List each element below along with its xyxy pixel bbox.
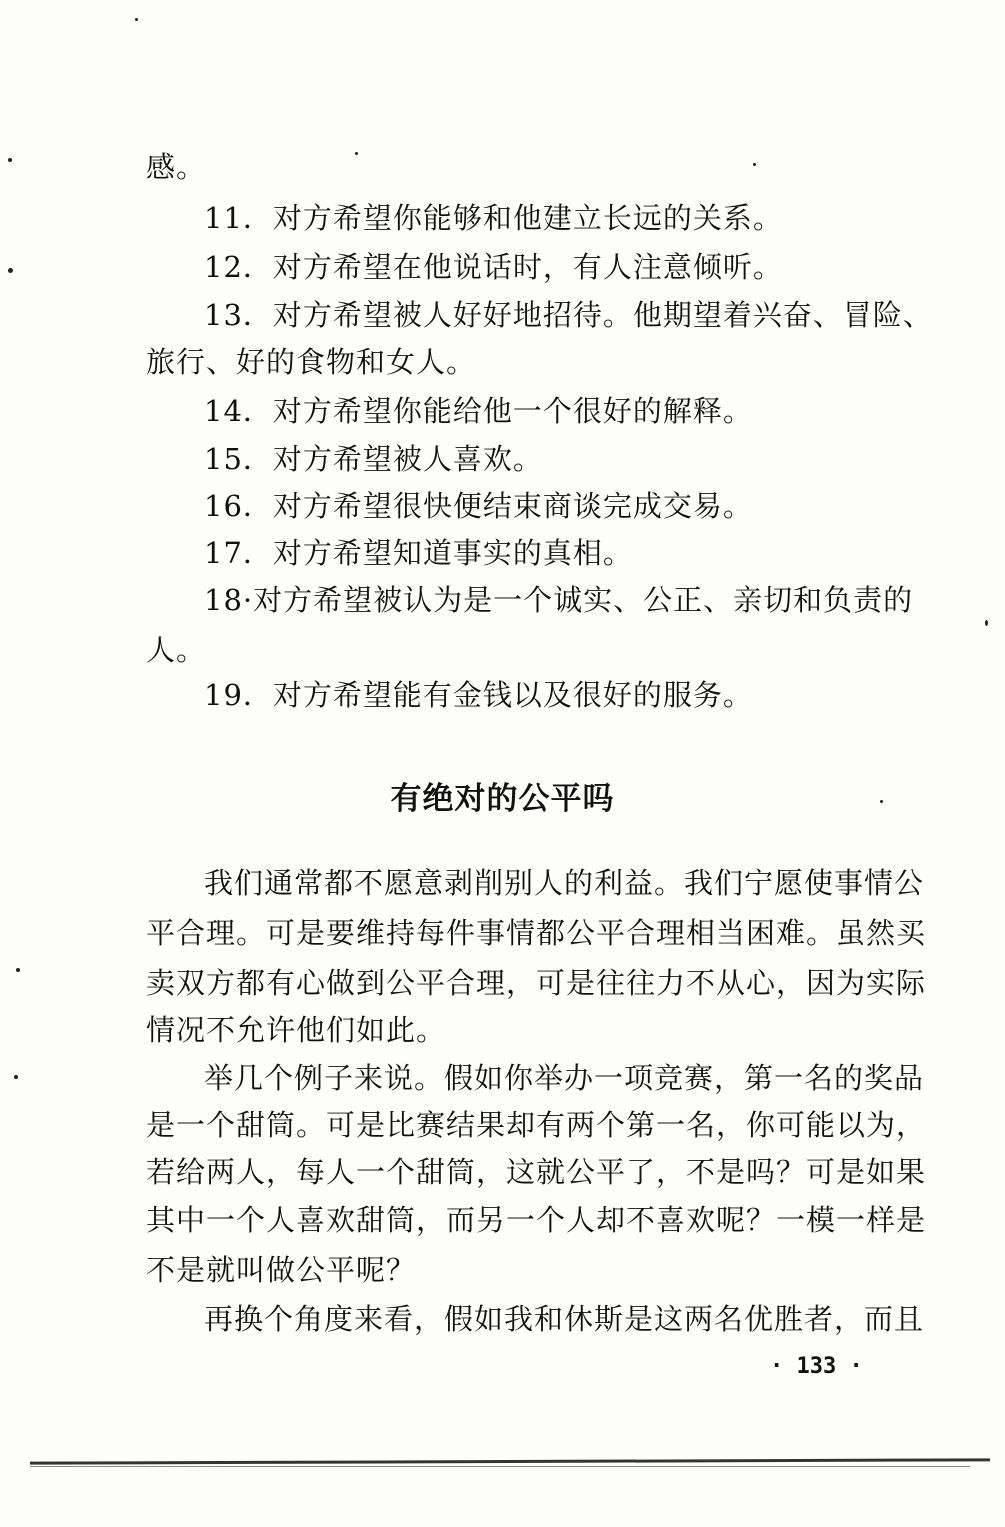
paragraph-line: 我们通常都不愿意剥削别人的利益。我们宁愿使事情公: [204, 866, 925, 900]
paragraph-line: 再换个角度来看，假如我和休斯是这两名优胜者，而且: [204, 1302, 925, 1336]
paragraph-line: 其中一个人喜欢甜筒，而另一个人却不喜欢呢？一模一样是: [146, 1203, 927, 1237]
paragraph-line: 若给两人，每人一个甜筒，这就公平了，不是吗？可是如果: [146, 1155, 927, 1189]
scan-speck: [8, 158, 12, 162]
list-item-18: 18·对方希望被认为是一个诚实、公正、亲切和负责的: [204, 583, 914, 617]
list-item-11: 11．对方希望你能够和他建立长远的关系。: [204, 201, 783, 235]
page-number: · 133 ·: [770, 1354, 863, 1379]
scan-speck: [135, 18, 138, 21]
list-item-16: 16．对方希望很快便结束商谈完成交易。: [204, 489, 753, 523]
bottom-rule: [30, 1458, 990, 1464]
bottom-rule-thin: [30, 1466, 970, 1467]
scan-speck: [14, 1075, 18, 1079]
scan-speck: [8, 268, 13, 273]
scan-speck: [985, 620, 988, 626]
scan-speck: [753, 163, 756, 166]
list-item-17: 17．对方希望知道事实的真相。: [204, 536, 633, 570]
paragraph-line: 卖双方都有心做到公平合理，可是往往力不从心，因为实际: [146, 966, 927, 1000]
paragraph-line: 情况不允许他们如此。: [146, 1013, 447, 1047]
paragraph-line: 举几个例子来说。假如你举办一项竞赛，第一名的奖品: [204, 1061, 925, 1095]
scan-speck: [880, 800, 883, 803]
text-line: 旅行、好的食物和女人。: [146, 345, 477, 379]
list-item-14: 14．对方希望你能给他一个很好的解释。: [204, 394, 753, 428]
scan-speck: [355, 152, 358, 155]
paragraph-line: 不是就叫做公平呢？: [146, 1253, 417, 1287]
list-item-13: 13．对方希望被人好好地招待。他期望着兴奋、冒险、: [204, 298, 933, 332]
paragraph-line: 是一个甜筒。可是比赛结果却有两个第一名，你可能以为，: [146, 1108, 927, 1142]
list-item-12: 12．对方希望在他说话时，有人注意倾听。: [204, 250, 783, 284]
paragraph-line: 平合理。可是要维持每件事情都公平合理相当困难。虽然买: [146, 916, 927, 950]
list-item-15: 15．对方希望被人喜欢。: [204, 442, 543, 476]
text-line: 人。: [146, 633, 207, 667]
list-item-19: 19．对方希望能有金钱以及很好的服务。: [204, 678, 753, 712]
section-heading: 有绝对的公平吗: [390, 781, 615, 817]
scan-speck: [16, 968, 20, 972]
text-line: 感。: [146, 150, 207, 184]
